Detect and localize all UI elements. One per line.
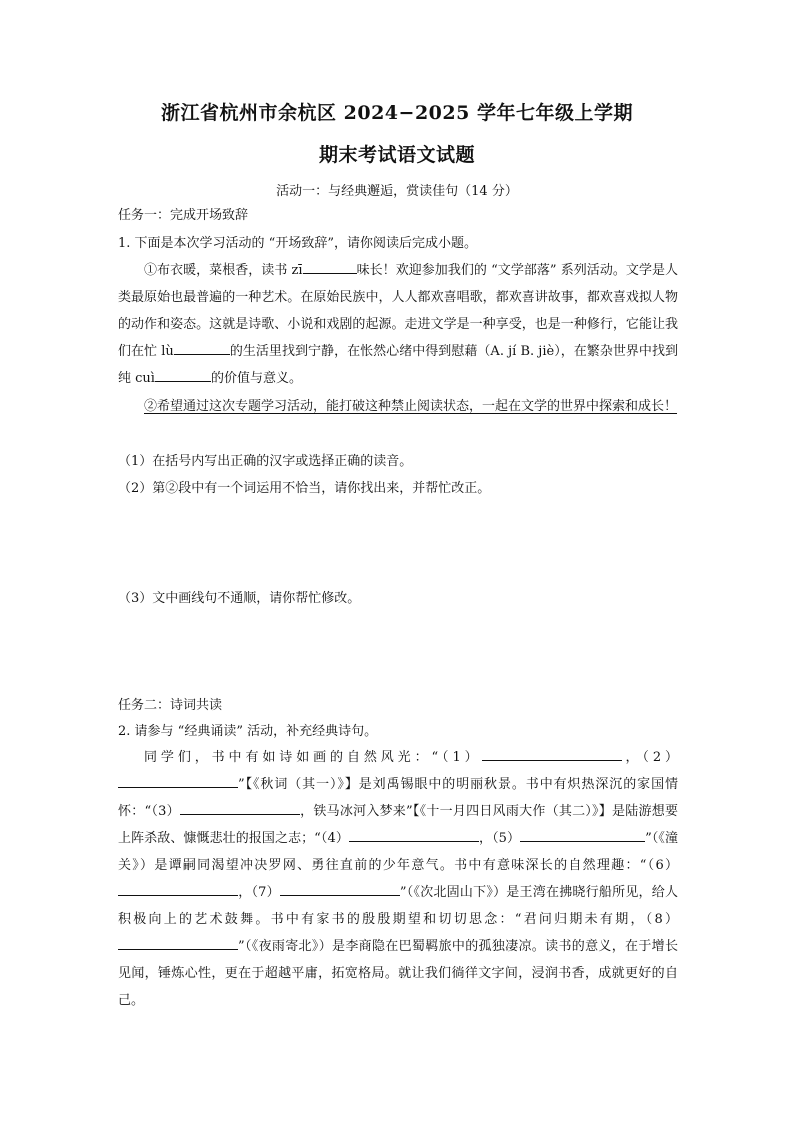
passage-paragraph-2 [118, 393, 678, 420]
poem-text: ”（《潼关》）是谭嗣同渴望冲决罗网、勇往直前的少年意气。书中有意味深长的自然理趣：“（6） [118, 831, 678, 873]
poem-text: ”（《夜雨寄北》）是李商隐在巴蜀羁旅中的孤独凄凉。读书的意义，在于增长见闻，锤炼心性，更在于超越平庸，拓宽格局。就让我们徜徉文字间，浸润书香，成就更好的自己。 [118, 939, 678, 1008]
poem-text: 同学们，书中有如诗如画的自然风光：“（1） [144, 750, 482, 765]
answer-blank[interactable] [155, 369, 211, 382]
subquestion-3: （3）文中画线句不通顺，请你帮忙修改。 [118, 591, 361, 606]
poem-text: ”【《秋词（其一）》】是刘禹锡眼中的明丽秋景。书中有炽热深沉的家国情怀：“（3） [118, 777, 678, 819]
question2-stem: 2. 请参与 “经典诵读” 活动，补充经典诗句。 [118, 724, 378, 739]
poem-text: ，（5） [478, 831, 521, 846]
answer-blank[interactable] [118, 775, 238, 788]
answer-blank[interactable] [280, 883, 400, 896]
answer-blank[interactable] [118, 883, 238, 896]
subquestion-2: （2）第②段中有一个词运用不恰当，请你找出来，并帮忙改正。 [118, 481, 491, 496]
passage-text: 的价值与意义。 [210, 371, 302, 386]
passage-text: ①布衣暖，菜根香，读书 zī [144, 263, 303, 278]
passage-text: 的生活里找到宁静，在怅然心绪中得到慰藉（A. jí B. jiè），在繁杂世界中找到纯 cuì [118, 344, 678, 386]
answer-blank[interactable] [174, 342, 230, 355]
answer-blank[interactable] [303, 261, 357, 274]
poem-text: ，（7） [238, 885, 280, 900]
poem-text: ，铁马冰河入梦来”【《十一月四日风雨大作（其二）》】是陆游想要上阵杀敌、慷慨悲壮的报国之志；“（4） [118, 804, 678, 846]
activity-heading: 活动一：与经典邂逅，赏读佳句（14 分） [276, 184, 518, 199]
poem-text: ”（《次北固山下》）是王湾在拂晓行船所见，给人积极向上的艺术鼓舞。书中有家书的殷殷期望和切切思念：“君问归期未有期，（8） [118, 885, 678, 927]
underlined-sentence: ②希望通过这次专题学习活动，能打破这种禁止阅读状态，一起在文学的世界中探索和成长！ [144, 399, 678, 414]
answer-blank[interactable] [180, 802, 300, 815]
exam-title-line1: 浙江省杭州市余杭区 2024−2025 学年七年级上学期 [161, 102, 633, 124]
answer-blank[interactable] [349, 829, 479, 842]
subquestion-1: （1）在括号内写出正确的汉字或选择正确的读音。 [118, 454, 413, 469]
passage-paragraph-1 [118, 257, 678, 392]
answer-blank[interactable] [482, 748, 622, 761]
exam-title-line2: 期末考试语文试题 [318, 144, 475, 166]
poem-paragraph [118, 744, 678, 1014]
answer-blank[interactable] [118, 937, 238, 950]
task1-heading: 任务一：完成开场致辞 [118, 208, 249, 223]
question1-stem: 1. 下面是本次学习活动的 “开场致辞”，请你阅读后完成小题。 [118, 236, 477, 251]
answer-blank[interactable] [520, 829, 645, 842]
passage-text: 味长！欢迎参加我们的 “文学部落” 系列活动。文学是人类最原始也最普遍的一种艺术。在原始民族中，人人都欢喜唱歌，都欢喜讲故事，都欢喜戏拟人物的动作和姿态。这就是诗歌、小说和戏剧的起源。走进文学是一种享受，也是一种修行，它能让我们在忙 lù [118, 263, 679, 359]
poem-text: ，（2） [621, 750, 678, 765]
task2-heading: 任务二：诗词共读 [118, 698, 223, 713]
